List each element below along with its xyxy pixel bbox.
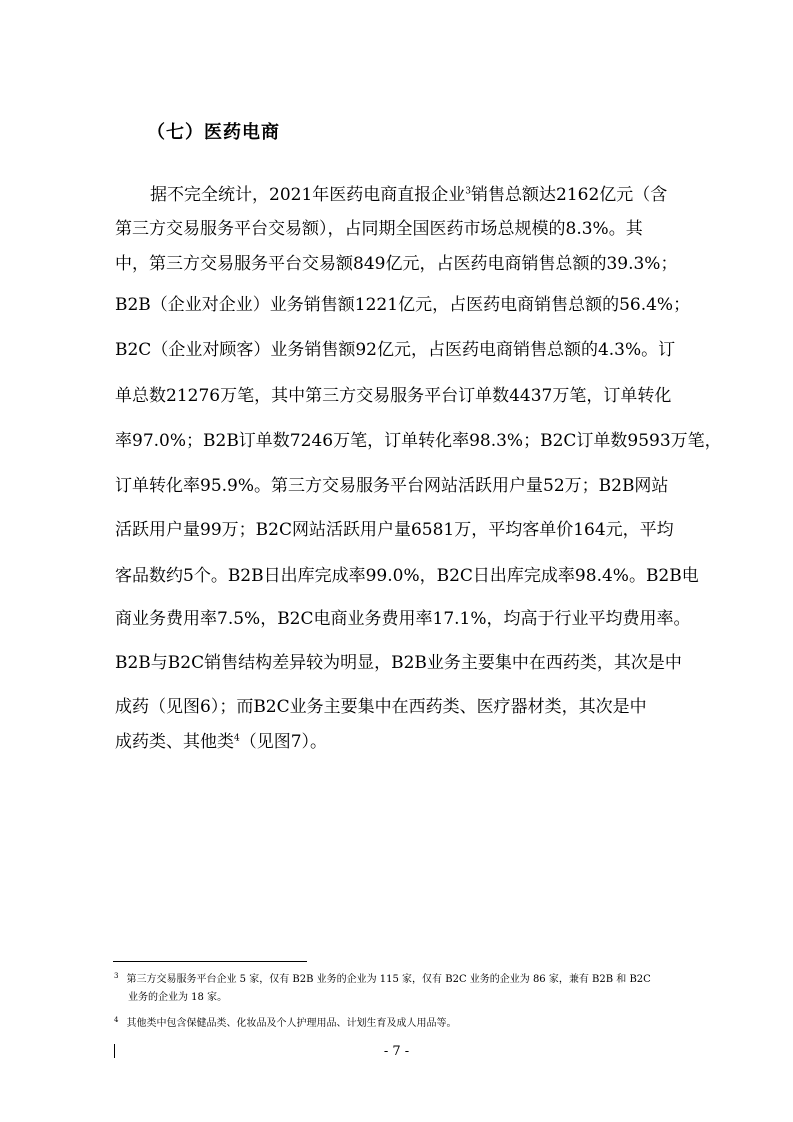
footnote-divider	[113, 961, 307, 962]
page-number: - 7 -	[383, 1044, 410, 1059]
line-text: 销售总额达2162亿元（含	[471, 185, 668, 205]
paragraph-line	[115, 648, 682, 673]
footnote-text: 业务的企业为 18 家。	[128, 992, 228, 1003]
paragraph-line	[115, 727, 327, 752]
footnote-reference: 4	[234, 733, 240, 744]
paragraph-line	[115, 381, 671, 406]
line-text: B2B与B2C销售结构差异较为明显，B2B业务主要集中在西药类，其次是中	[115, 653, 682, 673]
paragraph-line	[115, 604, 691, 629]
footnote-text: 第三方交易服务平台企业 5 家，仅有 B2B 业务的企业为 115 家，仅有 B2C 业务的企业为 86 家，兼有 B2B 和 B2C	[126, 974, 651, 985]
paragraph-line	[115, 214, 643, 239]
paragraph-line	[150, 180, 667, 205]
section-heading: （七）医药电商	[147, 122, 280, 143]
line-text: 率97.0%；B2B订单数7246万笔，订单转化率98.3%；B2C订单数9593万笔，	[115, 431, 722, 451]
line-text: 客品数约5个。B2B日出库完成率99.0%，B2C日出库完成率98.4%。B2B电	[115, 566, 699, 586]
paragraph-line	[115, 249, 677, 274]
line-text: B2C（企业对顾客）业务销售额92亿元，占医药电商销售总额的4.3%。订	[115, 340, 676, 360]
paragraph-line	[115, 561, 699, 586]
paragraph-line	[115, 335, 675, 360]
line-text: 单总数21276万笔，其中第三方交易服务平台订单数4437万笔，订单转化	[115, 386, 672, 406]
line-text: B2B（企业对企业）业务销售额1221亿元，占医药电商销售总额的56.4%；	[115, 295, 691, 315]
footnote-mark: 4	[114, 1015, 119, 1024]
paragraph-line	[115, 426, 722, 451]
line-text: （见图7）。	[239, 732, 328, 752]
paragraph-line	[115, 692, 647, 717]
footnote	[128, 988, 227, 1003]
line-text: 据不完全统计，2021年医药电商直报企业	[150, 185, 466, 205]
footnote-text: 其他类中包含保健品类、化妆品及个人护理用品、计划生育及成人用品等。	[126, 1018, 457, 1029]
line-text: 活跃用户量99万；B2C网站活跃用户量6581万，平均客单价164元，平均	[115, 520, 674, 540]
footnote	[114, 970, 651, 985]
line-text: 中，第三方交易服务平台交易额849亿元，占医药电商销售总额的39.3%；	[115, 254, 678, 274]
paragraph-line	[115, 471, 668, 496]
line-text: 成药（见图6）；而B2C业务主要集中在西药类、医疗器材类，其次是中	[115, 697, 647, 717]
footnote-mark: 3	[114, 971, 119, 980]
footnote	[114, 1014, 456, 1029]
line-text: 成药类、其他类	[115, 732, 234, 752]
paragraph-line	[115, 290, 690, 315]
footnote-reference: 3	[465, 186, 471, 197]
line-text: 订单转化率95.9%。第三方交易服务平台网站活跃用户量52万；B2B网站	[115, 476, 669, 496]
line-text: 商业务费用率7.5%，B2C电商业务费用率17.1%，均高于行业平均费用率。	[115, 609, 691, 629]
line-text: 第三方交易服务平台交易额），占同期全国医药市场总规模的8.3%。其	[115, 219, 643, 239]
paragraph-line	[115, 515, 674, 540]
